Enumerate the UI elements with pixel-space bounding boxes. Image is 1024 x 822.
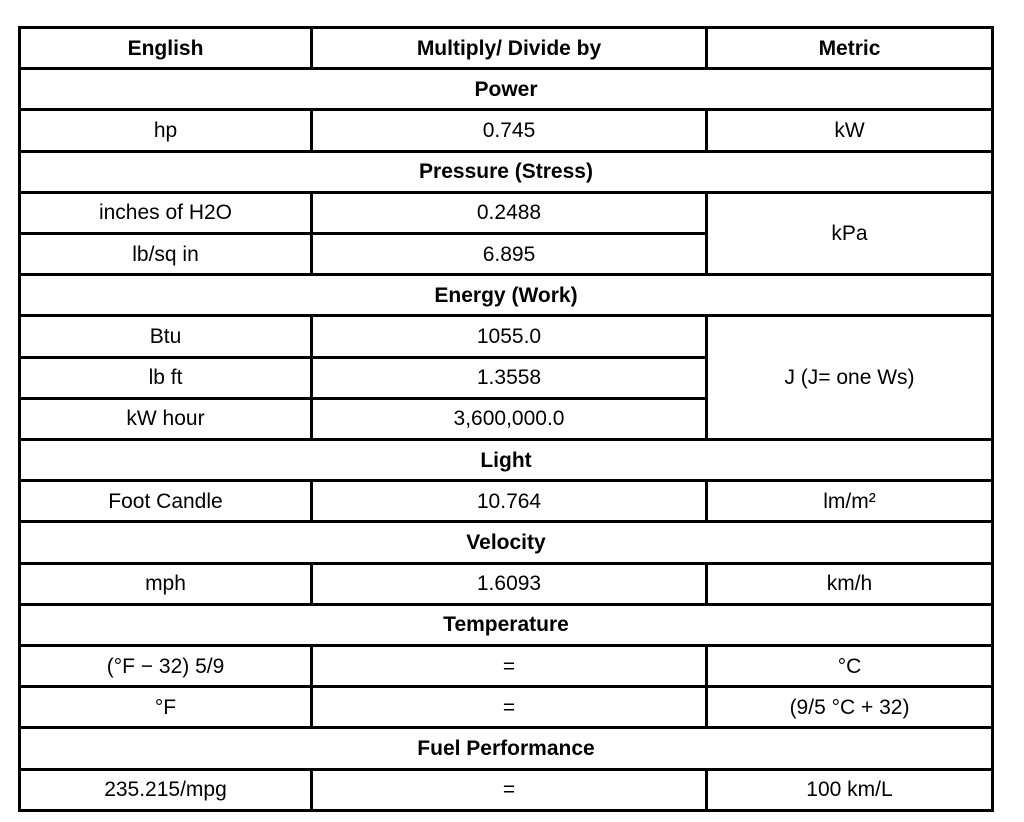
english-cell: Foot Candle	[20, 481, 312, 522]
table-row	[20, 192, 993, 233]
table-row	[20, 110, 993, 151]
english-cell: Btu	[20, 316, 312, 357]
metric-cell: kW	[707, 110, 993, 151]
section-row-fuel	[20, 728, 993, 769]
section-row-light	[20, 440, 993, 481]
english-cell: hp	[20, 110, 312, 151]
english-cell: lb/sq in	[20, 234, 312, 275]
metric-cell: (9/5 °C + 32)	[707, 687, 993, 728]
table-row	[20, 481, 993, 522]
english-cell: mph	[20, 563, 312, 604]
section-row-power	[20, 69, 993, 110]
section-title-pressure: Pressure (Stress)	[20, 151, 993, 192]
factor-cell: 1.3558	[312, 357, 707, 398]
metric-cell: lm/m²	[707, 481, 993, 522]
table-row	[20, 687, 993, 728]
factor-cell: =	[312, 687, 707, 728]
metric-cell: kPa	[707, 192, 993, 274]
table-row	[20, 316, 993, 357]
factor-cell: 3,600,000.0	[312, 398, 707, 439]
header-english: English	[20, 28, 312, 69]
factor-cell: 1.6093	[312, 563, 707, 604]
header-row	[20, 28, 993, 69]
section-title-velocity: Velocity	[20, 522, 993, 563]
factor-cell: 1055.0	[312, 316, 707, 357]
section-row-velocity	[20, 522, 993, 563]
section-title-power: Power	[20, 69, 993, 110]
metric-cell: km/h	[707, 563, 993, 604]
english-cell: (°F − 32) 5/9	[20, 646, 312, 687]
section-title-fuel: Fuel Performance	[20, 728, 993, 769]
metric-cell: °C	[707, 646, 993, 687]
factor-cell: =	[312, 646, 707, 687]
conversion-table	[18, 26, 994, 812]
factor-cell: 0.2488	[312, 192, 707, 233]
metric-cell: J (J= one Ws)	[707, 316, 993, 440]
table-row	[20, 769, 993, 810]
factor-cell: =	[312, 769, 707, 810]
header-metric: Metric	[707, 28, 993, 69]
english-cell: inches of H2O	[20, 192, 312, 233]
section-row-temperature	[20, 604, 993, 645]
section-row-pressure	[20, 151, 993, 192]
english-cell: 235.215/mpg	[20, 769, 312, 810]
section-row-energy	[20, 275, 993, 316]
factor-cell: 6.895	[312, 234, 707, 275]
table-row	[20, 563, 993, 604]
section-title-temperature: Temperature	[20, 604, 993, 645]
section-title-energy: Energy (Work)	[20, 275, 993, 316]
english-cell: kW hour	[20, 398, 312, 439]
factor-cell: 10.764	[312, 481, 707, 522]
header-factor: Multiply/ Divide by	[312, 28, 707, 69]
metric-cell: 100 km/L	[707, 769, 993, 810]
table-row	[20, 646, 993, 687]
factor-cell: 0.745	[312, 110, 707, 151]
english-cell: °F	[20, 687, 312, 728]
english-cell: lb ft	[20, 357, 312, 398]
section-title-light: Light	[20, 440, 993, 481]
